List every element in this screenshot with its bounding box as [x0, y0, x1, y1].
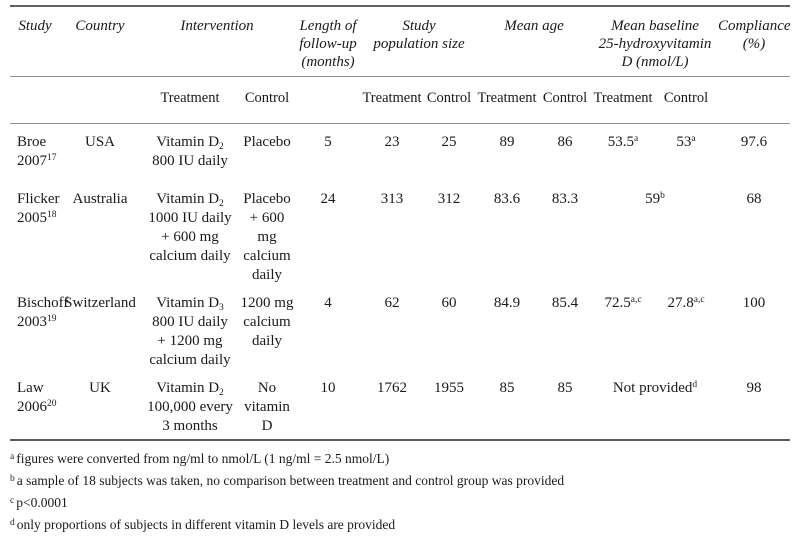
table-cell: 100 [742, 294, 766, 311]
table-cell: Broe 2007$^{17}$ [17, 134, 57, 169]
footnote-marker: b [10, 473, 15, 484]
column-header: Study [18, 18, 52, 34]
table-cell: Vitamin $D_3$ 800 IU daily + 1200 mg calcium daily [149, 294, 231, 368]
table-cell: 86 [557, 134, 573, 150]
table-cell: Law 2006$^{20}$ [17, 379, 57, 415]
footnote: $^b$ a sample of 18 subjects was taken, no comparison between treatment and control group was provided [10, 472, 565, 488]
table-body [10, 124, 790, 440]
table-cell: 10 [320, 379, 336, 396]
subcolumn-header: Control [426, 90, 472, 106]
table-cell: Flicker 2005$^{18}$ [17, 190, 60, 226]
column-header: Country [75, 18, 125, 34]
column-header: Mean age [504, 18, 564, 34]
footnote-marker: d [10, 517, 15, 528]
table-cell: 313 [380, 190, 404, 207]
table-cell: 1955 [434, 379, 464, 396]
table-header [10, 6, 790, 124]
subheader-spacer [718, 77, 790, 124]
table-cell: 4 [324, 294, 332, 311]
table-row [10, 285, 790, 370]
table-cell: 1200 mg calcium daily [240, 294, 294, 349]
table-cell: 72.5$^{a,c}$ [604, 294, 642, 311]
table-cell: 83.3 [551, 190, 579, 207]
table-cell: 59$^b$ [645, 190, 665, 207]
subcolumn-header: Treatment [477, 90, 537, 106]
footnote: $^c$ p<0.0001 [10, 494, 68, 510]
column-header: Compliance (%) [718, 18, 791, 52]
table-cell: 24 [320, 190, 336, 207]
subcolumn-header: Treatment [593, 90, 653, 106]
column-header: Length of follow-up (months) [299, 18, 357, 70]
table-cell: 60 [441, 294, 457, 311]
table-cell: 23 [384, 134, 400, 150]
table-cell: Placebo [243, 134, 291, 150]
table-cell: 312 [437, 190, 461, 207]
table-subheader-row [10, 77, 790, 124]
table-row [10, 370, 790, 440]
table-cell: 62 [384, 294, 400, 311]
table-cell: 25 [441, 134, 457, 150]
table-cell: 85 [499, 379, 515, 396]
table-cell: 53$^a$ [676, 134, 696, 150]
footnotes [10, 441, 790, 536]
study-comparison-table [10, 5, 790, 441]
table-cell: 53.5$^a$ [607, 134, 639, 150]
column-header: Study population size [373, 18, 465, 52]
column-header: Mean baseline 25-hydroxyvitamin D (nmol/L) [598, 18, 712, 70]
subheader-spacer [10, 77, 60, 124]
subcolumn-header: Treatment [362, 90, 422, 106]
table-row [10, 181, 790, 285]
footnote: $^a$ figures were converted from ng/ml to nmol/L (1 ng/ml = 2.5 nmol/L) [10, 450, 390, 466]
table-cell: Vitamin $D_2$ 100,000 every 3 months [147, 379, 233, 434]
table-header-row [10, 6, 790, 77]
table-cell: 1762 [377, 379, 407, 396]
table-cell: Vitamin $D_2$ 800 IU daily [152, 134, 228, 169]
footnote-marker: c [10, 495, 15, 506]
table-cell: No vitamin D [244, 379, 290, 434]
table-cell: UK [89, 379, 111, 396]
column-header: Intervention [180, 18, 254, 34]
subcolumn-header: Control [244, 90, 290, 106]
table-cell: 97.6 [740, 134, 768, 150]
table-cell: USA [84, 134, 115, 150]
table-cell: 84.9 [493, 294, 521, 311]
subcolumn-header: Control [663, 90, 709, 106]
table-cell: Placebo + 600 mg calcium daily [243, 190, 291, 283]
table-cell: 98 [746, 379, 762, 396]
subcolumn-header: Control [542, 90, 588, 106]
table-cell: Bischoff 2003$^{19}$ [17, 294, 69, 330]
table-cell: Vitamin $D_2$ 1000 IU daily + 600 mg calcium daily [148, 190, 232, 264]
footnote-marker: a [10, 451, 15, 462]
footnote: $^d$ only proportions of subjects in different vitamin D levels are provided [10, 516, 396, 532]
table-cell: 68 [746, 190, 762, 207]
subheader-spacer [294, 77, 362, 124]
subcolumn-header: Treatment [160, 90, 220, 106]
table-cell: 5 [324, 134, 332, 150]
subheader-spacer [60, 77, 140, 124]
table-cell: 83.6 [493, 190, 521, 207]
table-cell: 27.8$^{a,c}$ [667, 294, 705, 311]
table-cell: 85 [557, 379, 573, 396]
table-cell: Not provided$^d$ [612, 379, 698, 396]
table-row [10, 124, 790, 181]
table-cell: 85.4 [551, 294, 579, 311]
table-cell: 89 [499, 134, 515, 150]
table-cell: Switzerland [64, 294, 136, 311]
table-cell: Australia [72, 190, 128, 207]
